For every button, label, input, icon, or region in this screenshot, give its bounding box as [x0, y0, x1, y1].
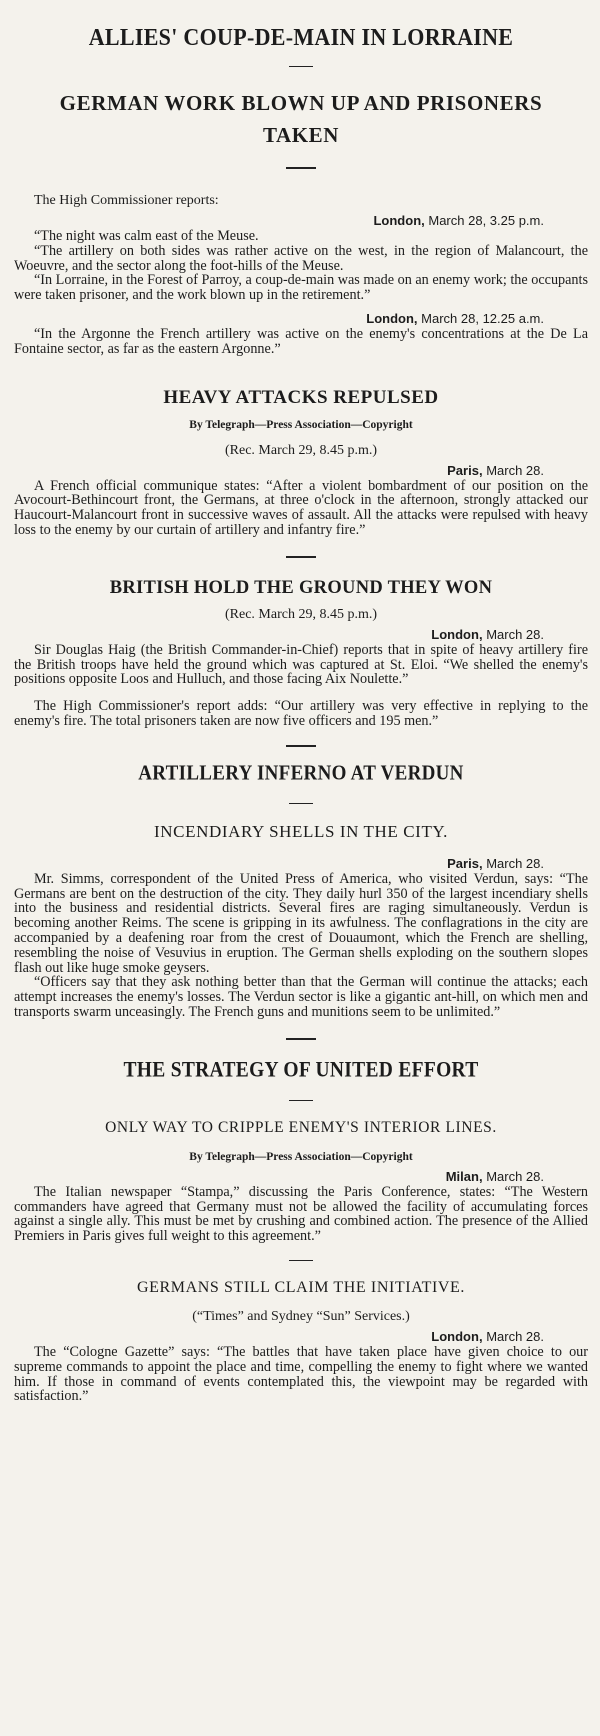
dateline [14, 627, 544, 642]
dateline-place: London, [366, 310, 418, 326]
dateline-time: March 28. [486, 626, 544, 642]
dateline-place: London, [431, 1328, 483, 1344]
received-time: (Rec. March 29, 8.45 p.m.) [224, 442, 378, 458]
dateline-time: March 28. [486, 1328, 544, 1344]
divider [289, 1100, 313, 1101]
section-subheading: GERMANS STILL CLAIM THE INITIATIVE. [136, 1278, 466, 1296]
divider [289, 66, 313, 67]
section-heading: THE STRATEGY OF UNITED EFFORT [123, 1058, 479, 1082]
paragraph: “The night was calm east of the Meuse. [34, 228, 259, 244]
section-subheading: ONLY WAY TO CRIPPLE ENEMY'S INTERIOR LINES. [105, 1118, 497, 1136]
dateline-place: Milan, [445, 1168, 483, 1184]
section-verdun [14, 763, 588, 1020]
paragraph: A French official communique states: “After a violent bombardment of our position on the Avocourt-Bethincourt front, the Germans, at three o'clock in the afternoon, strongly attacked our Haucourt-Malancourt front in successive waves of assault. All the attacks were repulsed with heavy loss to the enemy by our curtain of artillery and infantry fire.” [14, 477, 588, 538]
dateline [14, 1329, 544, 1344]
divider [289, 803, 313, 804]
section-british-hold [14, 578, 588, 729]
divider [286, 556, 316, 558]
paragraph: The “Cologne Gazette” says: “The battles that have taken place have given choice to our supreme commands to appoint the place and time, compelling the enemy to fight where we wanted him. If those in command of events contemplated this, the viewpoint may be regarded with satisfaction.” [14, 1343, 588, 1405]
divider [286, 1038, 316, 1040]
divider [286, 167, 316, 169]
byline: By Telegraph—Press Association—Copyright [189, 418, 413, 431]
section-united-effort [14, 1060, 588, 1244]
paragraph: The Italian newspaper “Stampa,” discussing the Paris Conference, states: “The Western commanders have agreed that Germany must not be allowed the facility of accumulating forces against a single ally. This must be met by crushing and combined action. The presence of the Allied Premiers in Paris gives full weight to this agreement.” [14, 1183, 588, 1245]
dateline-time: March 28. [486, 462, 544, 478]
byline: By Telegraph—Press Association—Copyright [189, 1150, 413, 1163]
dateline-place: Paris, [447, 855, 483, 871]
main-subheadline: GERMAN WORK BLOWN UP AND PRISONERS TAKEN [59, 91, 543, 147]
paragraph: “In Lorraine, in the Forest of Parroy, a coup-de-main was made on an enemy work; the occupants were taken prisoner, and the work blown up in the retirement.” [14, 272, 588, 304]
paragraph: Sir Douglas Haig (the British Commander-in-Chief) reports that in spite of heavy artillery fire the British troops have held the ground which was captured at St. Eloi. “We shelled the enemy's positions opposite Loos and Hulluch, and those facing Aix Noulette.” [14, 641, 588, 688]
section-subheading: INCENDIARY SHELLS IN THE CITY. [154, 821, 448, 841]
dateline-place: Paris, [447, 462, 483, 478]
dateline-time: March 28, 3.25 p.m. [428, 213, 544, 228]
dateline-time: March 28. [486, 855, 544, 871]
dateline [14, 213, 544, 228]
dateline-place: London, [373, 213, 425, 228]
section-high-commissioner-report [14, 193, 588, 357]
dateline-place: London, [431, 626, 483, 642]
section-heading: HEAVY ATTACKS REPULSED [163, 386, 439, 408]
section-heading: BRITISH HOLD THE GROUND THEY WON [109, 577, 493, 598]
dateline [14, 856, 544, 871]
divider [286, 745, 316, 747]
paragraph: Mr. Simms, correspondent of the United Press of America, who visited Verdun, says: “The Germans are bent on the destruction of the city. They daily hurl 350 of the largest incendiary shells into the business and residential districts. Several fires are raging simultaneously. Verdun is becoming another Reims. The scene is gripping in its awfulness. The conflagrations in the city are accompanied by a deafening roar from the crest of Douaumont, which the French are shelling, resembling the noise of Vesuvius in eruption. The German shells exploding on the southern slopes flash out like huge smoke geysers. [14, 870, 588, 976]
paragraph: “Officers say that they ask nothing better than that the German will continue the attacks; each attempt increases the enemy's losses. The Verdun sector is like a gigantic ant-hill, on which men and transports swarm unceasingly. The French guns and munitions seem to be unlimited.” [14, 974, 588, 1020]
paragraph: The High Commissioner's report adds: “Our artillery was very effective in replying to the enemy's fire. The total prisoners taken are now five officers and 195 men.” [14, 698, 588, 729]
section-germans-initiative [14, 1279, 588, 1404]
dateline-time: March 28. [486, 1168, 544, 1184]
dateline-time: March 28, 12.25 a.m. [421, 310, 544, 326]
received-time: (Rec. March 29, 8.45 p.m.) [224, 606, 378, 622]
divider [289, 1260, 313, 1261]
section-heading: ARTILLERY INFERNO AT VERDUN [138, 761, 464, 785]
section-heavy-attacks [14, 387, 588, 538]
main-headline: ALLIES' COUP-DE-MAIN IN LORRAINE [88, 22, 514, 51]
dateline [14, 311, 544, 326]
dateline [14, 463, 544, 478]
services-line: (“Times” and Sydney “Sun” Services.) [192, 1308, 410, 1324]
intro-line: The High Commissioner reports: [34, 193, 219, 208]
paragraph: “The artillery on both sides was rather active on the west, in the region of Malancourt, the Woeuvre, and the sector along the foot-hills of the Meuse. [14, 242, 588, 274]
dateline [14, 1169, 544, 1184]
paragraph: “In the Argonne the French artillery was active on the enemy's concentrations at the De La Fontaine sector, as far as the eastern Argonne.” [14, 325, 588, 357]
